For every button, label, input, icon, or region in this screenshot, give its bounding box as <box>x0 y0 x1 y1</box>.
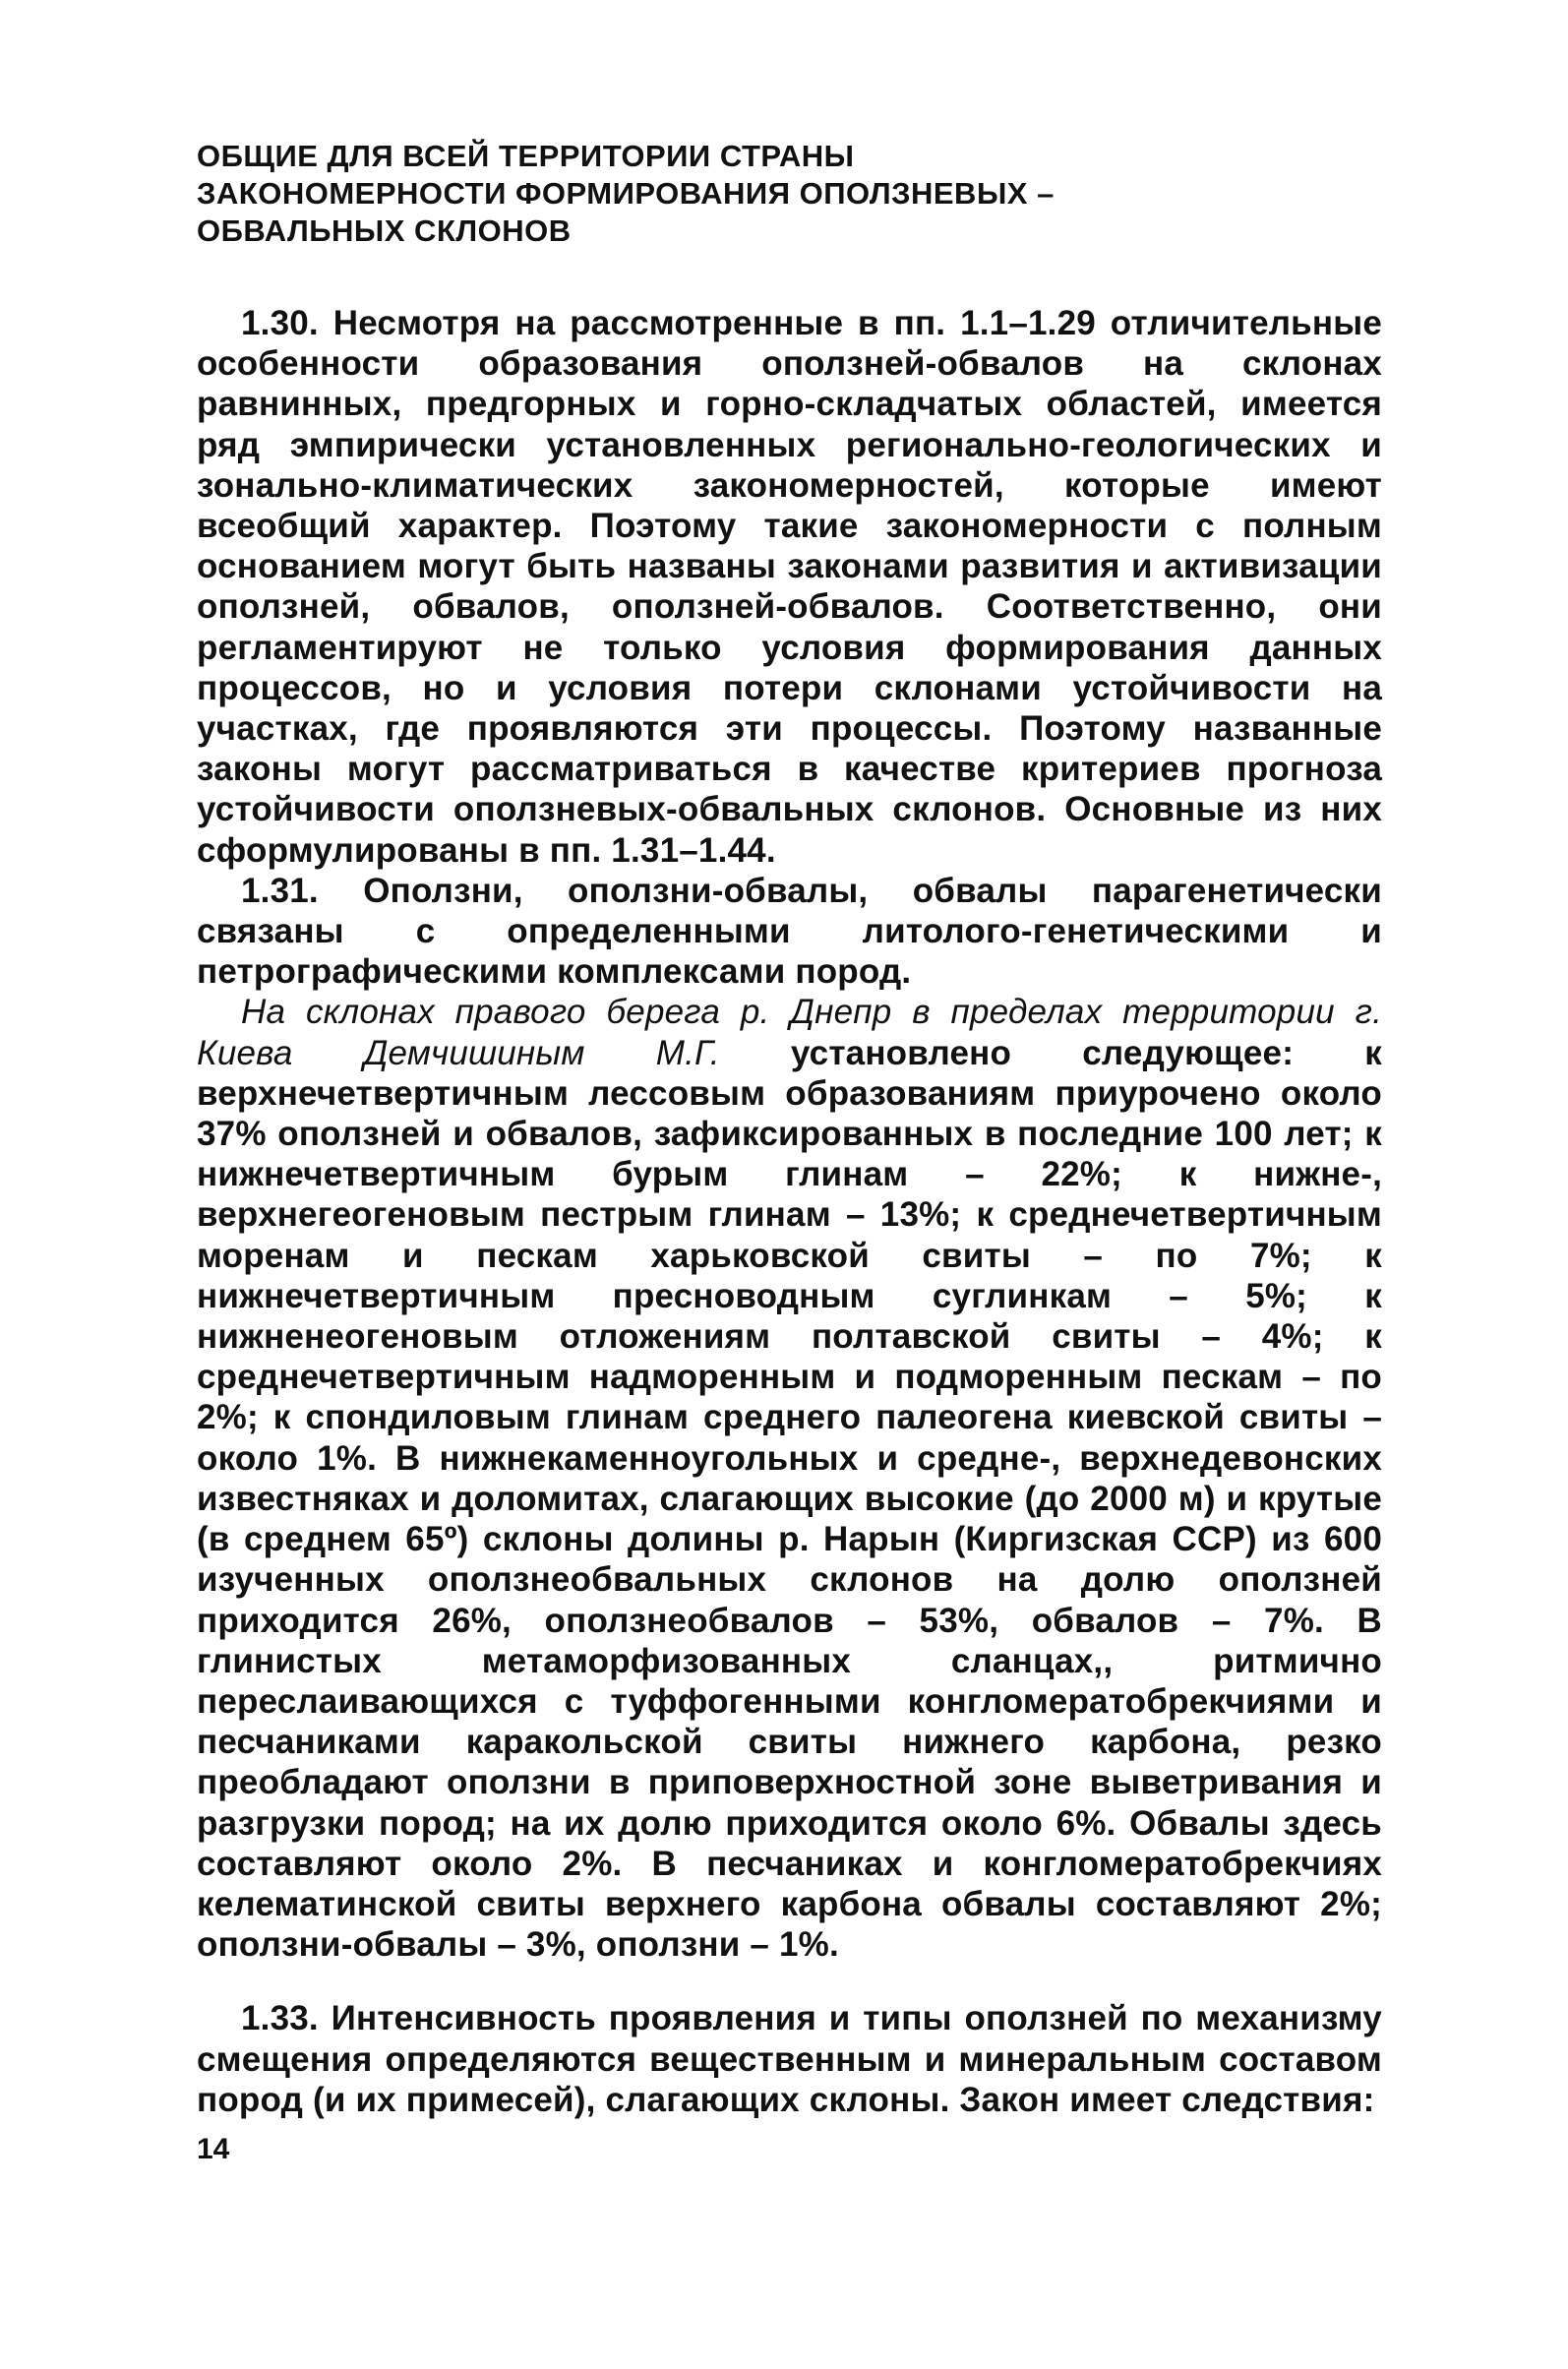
paragraph-1-31-example <box>197 992 1382 1965</box>
page-number: 14 <box>197 2133 230 2165</box>
paragraph-text: Интенсивность проявления и типы оползней по механизму смещения определяются вещественным и минеральным составом пород (и их примесей), слагающих склоны. Закон имеет следствия: <box>197 1999 1382 2119</box>
paragraph-text: установлено следующее: к верхнечетвертичным лессовым образованиям приурочено около 37% оползней и обвалов, зафиксированных в последние 100 лет; к нижнечетвертичным бурым глинам – 22%; к нижне-, верхнегеогеновым пестрым глинам – 13%; к среднечетвертичным моренам и пескам харьковской свиты – по 7%; к нижнечетвертичным пресноводным суглинкам – 5%; к нижненеогеновым отложениям полтавской свиты – 4%; к среднечетвертичным надморенным и подморенным пескам – по 2%; к спондиловым глинам среднего палеогена киевской свиты – около 1%. В нижнекаменноугольных и средне-, верхнедевонских известняках и доломитах, слагающих высокие (до 2000 м) и крутые (в среднем 65º) склоны долины р. Нарын (Киргизская ССР) из 600 изученных оползнеобвальных склонов на долю оползней приходится 26%, оползнеобвалов – 53%, обвалов – 7%. В глинистых метаморфизованных сланцах,, ритмично переслаивающихся с туффогенными конгломератобрекчиями и песчаниками каракольской свиты нижнего карбона, резко преобладают оползни в приповерхностной зоне выветривания и разгрузки пород; на их долю приходится около 6%. Обвалы здесь составляют около 2%. В песчаниках и конгломератобрекчиях келематинской свиты верхнего карбона обвалы составляют 2%; оползни-обвалы – 3%, оползни – 1%. <box>197 1033 1382 1965</box>
heading-line-1: ОБЩИЕ ДЛЯ ВСЕЙ ТЕРРИТОРИИ СТРАНЫ <box>197 139 855 173</box>
paragraph-text: Несмотря на рассмотренные в пп. 1.1–1.29 отличительные особенности образования оползней-обвалов на склонах равнинных, предгорных и горно-складчатых областей, имеется ряд эмпирически установленных регионально-геологических и зонально-климатических закономерностей, которые имеют всеобщий характер. Поэтому такие закономерности с полным основанием могут быть названы законами развития и активизации оползней, обвалов, оползней-обвалов. Соответственно, они регламентируют не только условия формирования данных процессов, но и условия потери склонами устойчивости на участках, где проявляются эти процессы. Поэтому названные законы могут рассматриваться в качестве критериев прогноза устойчивости оползневых-обвальных склонов. Основные из них сформулированы в пп. 1.31–1.44. <box>197 304 1382 870</box>
paragraph-1-31 <box>197 871 1382 993</box>
paragraph-1-30 <box>197 303 1382 871</box>
paragraph-1-33 <box>197 1998 1382 2120</box>
page-content <box>197 138 1382 2120</box>
heading-line-2: ЗАКОНОМЕРНОСТИ ФОРМИРОВАНИЯ ОПОЛЗНЕВЫХ – <box>197 176 1055 211</box>
paragraph-number: 1.31. <box>241 871 319 910</box>
paragraph-number: 1.33. <box>241 1999 319 2038</box>
section-heading <box>197 138 1382 250</box>
paragraph-text: Оползни, оползни-обвалы, обвалы парагенетически связаны с определенными литолого-генетическими и петрографическими комплексами пород. <box>197 871 1382 992</box>
heading-line-3: ОБВАЛЬНЫХ СКЛОНОВ <box>197 213 572 248</box>
paragraph-number: 1.30. <box>241 304 319 342</box>
paragraph-lead-italic: На склонах правого берега р. Днепр в пределах территории г. Киева Демчишиным М.Г. <box>197 993 1382 1072</box>
